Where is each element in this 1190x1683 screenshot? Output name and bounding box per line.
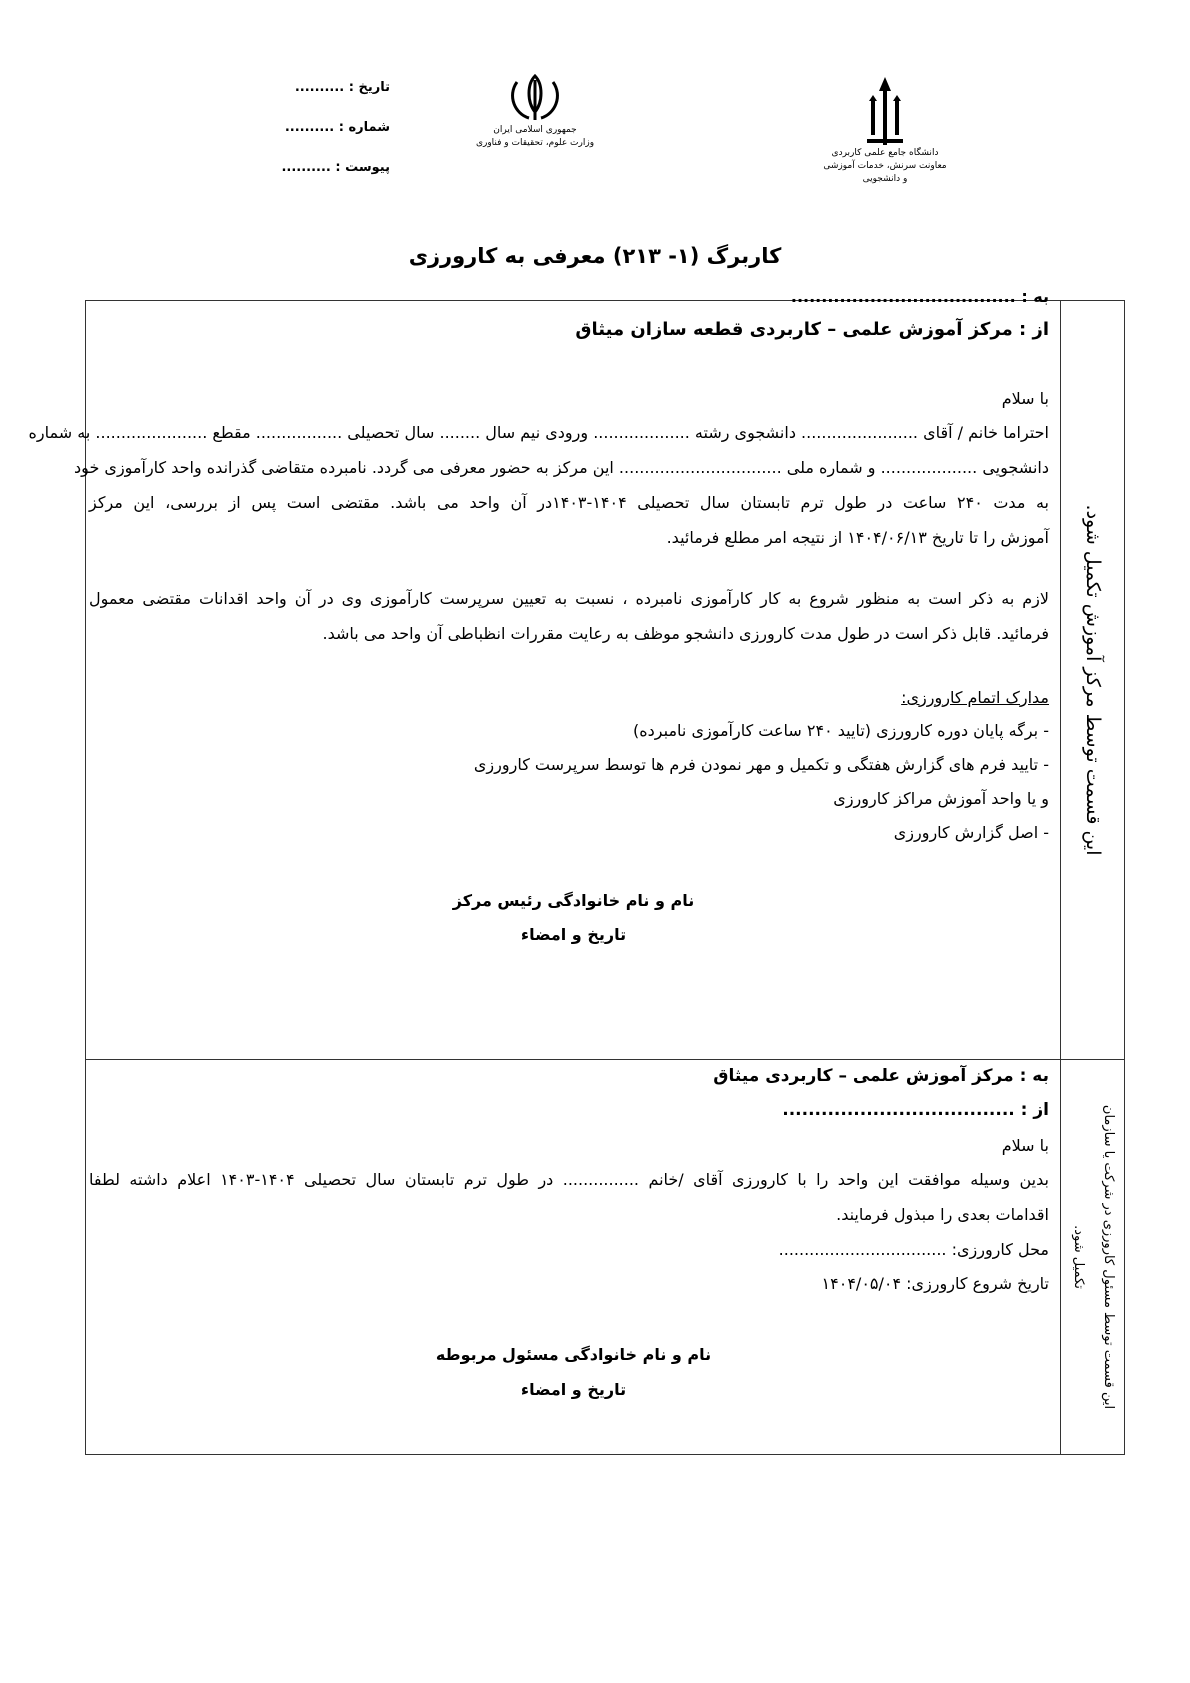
signature-date-2: تاریخ و امضاء	[520, 1380, 627, 1399]
to-line-2: به : مرکز آموزش علمی – کاربردی میثاق	[713, 1066, 1049, 1086]
acceptance-section	[85, 1060, 1125, 1455]
signature-name-1: نام و نام خانوادگی رئیس مرکز	[452, 891, 695, 910]
signature-name-2: نام و نام خانوادگی مسئول مربوطه	[435, 1345, 712, 1364]
introduction-content	[28, 287, 1061, 1059]
body-line-2: دانشجویی ................... و شماره ملی ................................ این مرکز به حضور معرفی می گردد. نامبرده متقاضی گذرانده واحد کارآموزی خود	[74, 458, 1049, 477]
internship-start-date: تاریخ شروع کارورزی: ۱۴۰۴/۰۵/۰۴	[821, 1274, 1049, 1293]
university-logo	[820, 75, 950, 186]
signature-date-1: تاریخ و امضاء	[520, 925, 627, 944]
body2-line-1: بدین وسیله موافقت این واحد را با کارورزی آقای /خانم ............... در طول ترم تابستان سال تحصیلی ۱۴۰۴-۱۴۰۳ اعلام داشته لطفا	[89, 1170, 1049, 1189]
greeting-2: با سلام	[1001, 1136, 1049, 1155]
attachment-field: پیوست : ..........	[281, 160, 390, 175]
note-line-1: لازم به ذکر است به منظور شروع به کار کارآموزی نامبرده ، نسبت به تعیین سرپرست کارآموزی وی در آن واحد اقدانات مقتضی معمول	[89, 589, 1049, 608]
number-field: شماره : ..........	[284, 120, 390, 135]
side-note-2	[1060, 1060, 1124, 1454]
doc-item-4: - اصل گزارش کارورزی	[893, 823, 1049, 842]
ministry-line-1: جمهوری اسلامی ایران	[493, 125, 577, 135]
note-line-2: فرمائید. قابل ذکر است در طول مدت کارورزی دانشجو موظف به رعایت مقررات انظباطی آن واحد می باشد.	[322, 624, 1049, 643]
date-field: تاریخ : ..........	[294, 80, 390, 95]
body2-line-2: اقدامات بعدی را مبذول فرمایند.	[836, 1205, 1049, 1224]
to-line: به : .....................................	[790, 287, 1049, 306]
iran-emblem-icon	[505, 72, 565, 124]
docs-heading: مدارک اتمام کارورزی:	[901, 688, 1049, 707]
from-line-2: از : ....................................	[782, 1100, 1049, 1120]
body-line-1: احتراما خانم / آقای ....................... دانشجوی رشته ................... ورودی نیم سال ........ سال تحصیلی ................. مقطع ...................... به شماره	[28, 423, 1049, 442]
side-note-2-text: این قسمت توسط مسئول کارورزی در شرکت یا سازمان تکمیل شود.	[1070, 1104, 1116, 1410]
doc-item-3: و یا واحد آموزش مراکز کارورزی	[833, 789, 1049, 808]
side-note-1-text: این قسمت توسط مرکز آموزش تکمیل شود.	[1081, 504, 1104, 856]
body-line-4: آموزش را تا تاریخ ۱۴۰۴/۰۶/۱۳ از نتیجه امر مطلع فرمائید.	[666, 528, 1049, 547]
greeting: با سلام	[1001, 389, 1049, 408]
body-line-3: به مدت ۲۴۰ ساعت در طول ترم تابستان سال تحصیلی ۱۴۰۴-۱۴۰۳در آن واحد می باشد. مقتضی است پس از بررسی، این مرکز	[89, 493, 1050, 512]
internship-place: محل کارورزی: .................................	[778, 1240, 1049, 1259]
side-note-1	[1060, 301, 1124, 1059]
introduction-section	[28, 287, 1125, 1060]
doc-item-2: - تایید فرم های گزارش هفتگی و تکمیل و مهر نمودن فرم ها توسط سرپرست کارورزی	[473, 755, 1049, 774]
ministry-logo	[470, 72, 600, 150]
page-title: کاربرگ (۱- ۲۱۳) معرفی به کارورزی	[408, 244, 782, 268]
ministry-line-2: وزارت علوم، تحقیقات و فناوری	[475, 138, 595, 148]
university-line-1: دانشگاه جامع علمی کاربردی	[831, 148, 939, 158]
from-line: از : مرکز آموزش علمی – کاربردی قطعه سازان میثاق	[575, 319, 1049, 340]
university-emblem-icon	[865, 75, 905, 147]
acceptance-content	[86, 1060, 1061, 1454]
university-line-2: معاونت سرنش، خدمات آموزشی و دانشجویی	[823, 161, 947, 184]
doc-item-1: - برگه پایان دوره کارورزی (تایید ۲۴۰ ساعت کارآموزی نامبرده)	[633, 721, 1049, 740]
